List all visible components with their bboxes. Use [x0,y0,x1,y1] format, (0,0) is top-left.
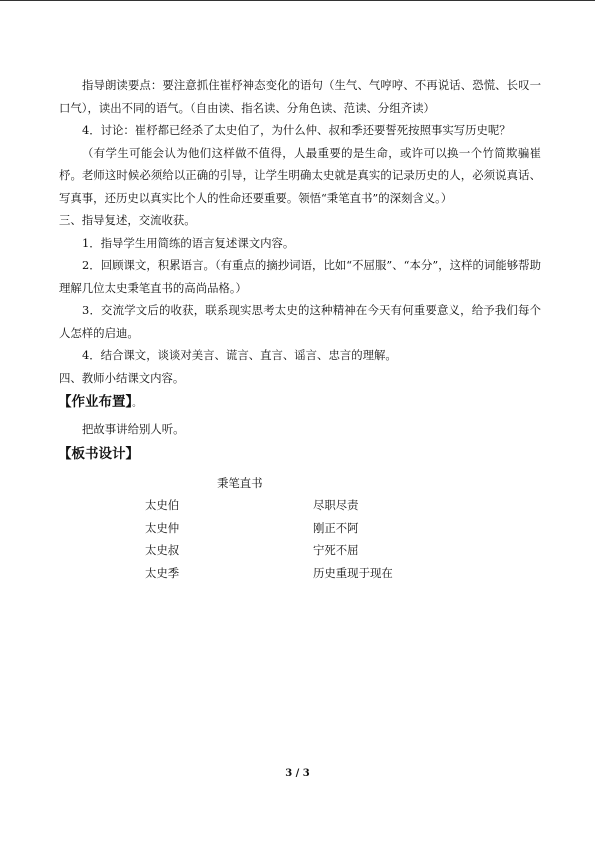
document-body [59,74,541,584]
board-row-right: 刚正不阿 [313,520,359,535]
homework-heading: 【作业布置】。 [58,394,142,410]
board-row-left: 太史伯 [145,498,180,512]
step-two: 2．回顾课文，积累语言。（有重点的摘抄词语，比如“不屈服”、“本分”，这样的词能够帮助理解几位太史秉笔直书的高尚品格。） [59,258,541,295]
board-row-right: 历史重现于现在 [313,565,393,580]
board-row-left: 太史仲 [145,520,180,535]
board-row [59,494,541,517]
top-border-line [0,0,595,1]
homework-heading-mark: 。 [132,399,142,409]
discussion-notes: （有学生可能会认为他们这样做不值得，人最重要的是生命，或许可以换一个竹简欺骗崔杼。老师这时候必须给以正确的引导，让学生明确太史就是真实的记录历史的人，必须说真话、写真事，还历史以真实比个人的性命还要重要。领悟“秉笔直书”的深刻含义。） [59,145,541,205]
step-one: 1．指导学生用简练的语言复述课文内容。 [82,235,295,250]
section-three-heading: 三、指导复述，交流收获。 [59,213,196,227]
discussion-question: 4．讨论：崔杼都已经杀了太史伯了，为什么仲、叔和季还要誓死按照事实写历史呢？ [82,123,511,137]
board-row-left: 太史叔 [145,543,180,557]
step-four: 4．结合课文，谈谈对美言、谎言、直言、谣言、忠言的理解。 [82,348,397,362]
board-row [59,539,541,562]
board-row-right: 宁死不屈 [313,543,359,557]
reading-guidance-paragraph: 指导朗读要点：要注意抓住崔杼神态变化的语句（生气、气哼哼、不再说话、恐慌、长叹一口气），读出不同的语气。（自由读、指名读、分角色读、范读、分组齐读） [59,78,541,115]
homework-text: 把故事讲给别人听。 [82,422,185,436]
board-design-heading: 【板书设计】 [58,445,139,462]
section-four-heading: 四、教师小结课文内容。 [59,370,185,385]
board-row [59,562,541,585]
step-three: 3．交流学文后的收获，联系现实思考太史的这种精神在今天有何重要意义，给予我们每个人怎样的启迪。 [59,303,541,340]
board-row [59,517,541,540]
board-title: 秉笔直书 [217,475,263,490]
board-row-left: 太史季 [145,565,180,580]
page-number: 3 / 3 [285,768,310,779]
board-row-right: 尽职尽责 [313,498,359,512]
